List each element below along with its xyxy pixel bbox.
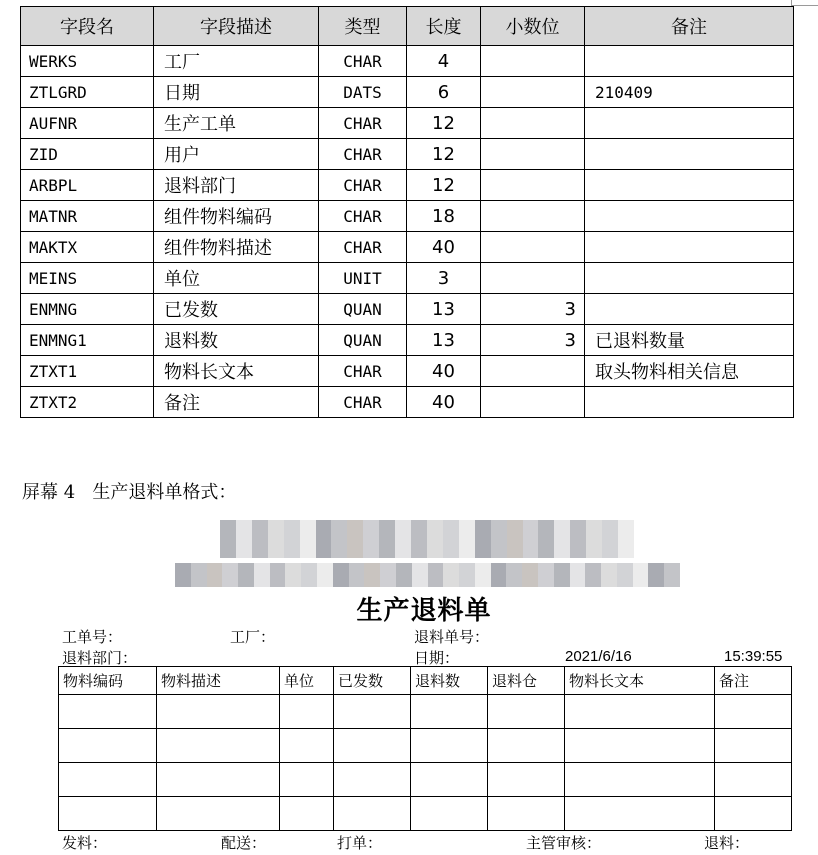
field-decimals: 3	[481, 325, 585, 356]
field-type: CHAR	[319, 387, 407, 418]
blur-pixel	[443, 520, 459, 558]
field-decimals	[481, 201, 585, 232]
report-empty-cell	[565, 695, 715, 729]
field-decimals	[481, 387, 585, 418]
field-name: ZTLGRD	[21, 77, 154, 108]
report-empty-cell	[411, 729, 488, 763]
field-desc: 物料长文本	[154, 356, 319, 387]
report-empty-cell	[280, 729, 334, 763]
field-desc: 已发数	[154, 294, 319, 325]
report-empty-cell	[565, 797, 715, 831]
field-definition-table	[20, 6, 794, 418]
blur-pixel	[252, 520, 268, 558]
blur-pixel	[236, 520, 252, 558]
report-empty-cell	[157, 797, 280, 831]
header-length: 长度	[407, 7, 481, 46]
field-type: CHAR	[319, 201, 407, 232]
field-desc: 单位	[154, 263, 319, 294]
report-empty-cell	[488, 763, 565, 797]
blur-pixel	[222, 563, 238, 587]
field-length: 12	[407, 108, 481, 139]
report-empty-cell	[715, 729, 792, 763]
report-empty-cell	[280, 797, 334, 831]
field-length: 6	[407, 77, 481, 108]
blur-pixel	[428, 563, 444, 587]
header-field-name: 字段名	[21, 7, 154, 46]
blur-pixel	[285, 563, 301, 587]
field-name: ZTXT1	[21, 356, 154, 387]
col-long-text: 物料长文本	[565, 667, 715, 695]
blur-pixel	[270, 563, 286, 587]
field-decimals	[481, 232, 585, 263]
return-report-table	[58, 666, 792, 831]
blur-pixel	[411, 520, 427, 558]
col-return-warehouse: 退料仓	[488, 667, 565, 695]
field-decimals: 3	[481, 294, 585, 325]
report-empty-cell	[334, 729, 411, 763]
blur-pixel	[284, 520, 300, 558]
field-desc: 退料部门	[154, 170, 319, 201]
report-empty-cell	[280, 763, 334, 797]
field-note	[585, 201, 794, 232]
blur-pixel	[506, 563, 522, 587]
blur-pixel	[363, 520, 379, 558]
blur-pixel	[175, 563, 191, 587]
blurred-company-name	[220, 520, 634, 558]
table-row	[21, 108, 794, 139]
blur-pixel	[475, 563, 491, 587]
field-name: ENMNG1	[21, 325, 154, 356]
report-empty-row	[59, 797, 792, 831]
field-decimals	[481, 170, 585, 201]
report-empty-cell	[334, 695, 411, 729]
report-header-row	[59, 667, 792, 695]
blur-pixel	[333, 563, 349, 587]
blurred-company-name-english	[175, 563, 680, 587]
report-empty-cell	[59, 695, 157, 729]
table-row	[21, 325, 794, 356]
field-length: 18	[407, 201, 481, 232]
field-length: 13	[407, 294, 481, 325]
report-empty-cell	[157, 763, 280, 797]
field-note	[585, 263, 794, 294]
field-type: CHAR	[319, 356, 407, 387]
report-empty-row	[59, 763, 792, 797]
field-name: ENMNG	[21, 294, 154, 325]
work-order-label: 工单号：	[62, 628, 123, 646]
blur-pixel	[207, 563, 223, 587]
blur-pixel	[459, 563, 475, 587]
field-name: MATNR	[21, 201, 154, 232]
blur-pixel	[491, 563, 507, 587]
blur-pixel	[554, 520, 570, 558]
blur-pixel	[301, 563, 317, 587]
field-decimals	[481, 356, 585, 387]
field-decimals	[481, 108, 585, 139]
field-note	[585, 108, 794, 139]
report-empty-cell	[157, 695, 280, 729]
field-note: 210409	[585, 77, 794, 108]
blur-pixel	[316, 520, 332, 558]
blur-pixel	[396, 563, 412, 587]
field-type: CHAR	[319, 232, 407, 263]
field-length: 40	[407, 387, 481, 418]
field-name: ZTXT2	[21, 387, 154, 418]
report-empty-cell	[411, 763, 488, 797]
blur-pixel	[317, 563, 333, 587]
blur-pixel	[585, 563, 601, 587]
field-length: 13	[407, 325, 481, 356]
blur-pixel	[601, 563, 617, 587]
blur-pixel	[570, 563, 586, 587]
field-note	[585, 232, 794, 263]
field-length: 3	[407, 263, 481, 294]
field-desc: 日期	[154, 77, 319, 108]
field-decimals	[481, 263, 585, 294]
blur-pixel	[254, 563, 270, 587]
field-type: CHAR	[319, 46, 407, 77]
blur-pixel	[331, 520, 347, 558]
blur-pixel	[523, 520, 539, 558]
report-empty-cell	[280, 695, 334, 729]
field-decimals	[481, 139, 585, 170]
report-empty-cell	[565, 729, 715, 763]
table-row	[21, 77, 794, 108]
date-value: 2021/6/16	[565, 648, 632, 665]
report-empty-cell	[715, 797, 792, 831]
field-desc: 生产工单	[154, 108, 319, 139]
report-empty-cell	[59, 797, 157, 831]
field-type: QUAN	[319, 325, 407, 356]
field-name: MAKTX	[21, 232, 154, 263]
report-empty-cell	[334, 797, 411, 831]
field-type: UNIT	[319, 263, 407, 294]
footer-delivery: 配送：	[221, 834, 267, 852]
report-empty-cell	[411, 797, 488, 831]
table-row	[21, 387, 794, 418]
table-row	[21, 170, 794, 201]
blur-pixel	[538, 563, 554, 587]
table-row	[21, 46, 794, 77]
plant-label: 工厂：	[230, 628, 276, 646]
report-empty-row	[59, 695, 792, 729]
report-empty-cell	[488, 729, 565, 763]
blur-pixel	[191, 563, 207, 587]
blur-pixel	[268, 520, 284, 558]
col-remark: 备注	[715, 667, 792, 695]
footer-issue: 发料：	[62, 834, 108, 852]
report-empty-cell	[59, 763, 157, 797]
field-note: 取头物料相关信息	[585, 356, 794, 387]
blur-pixel	[618, 520, 634, 558]
field-desc: 组件物料编码	[154, 201, 319, 232]
field-note	[585, 46, 794, 77]
blur-pixel	[522, 563, 538, 587]
blur-pixel	[349, 563, 365, 587]
field-table-header-row	[21, 7, 794, 46]
blur-pixel	[238, 563, 254, 587]
field-name: WERKS	[21, 46, 154, 77]
report-empty-cell	[488, 695, 565, 729]
blur-pixel	[586, 520, 602, 558]
report-empty-cell	[411, 695, 488, 729]
report-title: 生产退料单	[356, 596, 492, 626]
blur-pixel	[347, 520, 363, 558]
field-type: CHAR	[319, 170, 407, 201]
field-length: 40	[407, 356, 481, 387]
report-empty-cell	[157, 729, 280, 763]
screen-caption: 屏幕 4 生产退料单格式：	[22, 482, 237, 503]
field-length: 40	[407, 232, 481, 263]
field-desc: 用户	[154, 139, 319, 170]
blur-pixel	[300, 520, 316, 558]
table-row	[21, 294, 794, 325]
table-row	[21, 201, 794, 232]
field-name: ZID	[21, 139, 154, 170]
blur-pixel	[602, 520, 618, 558]
col-material-desc: 物料描述	[157, 667, 280, 695]
field-note	[585, 139, 794, 170]
header-type: 类型	[319, 7, 407, 46]
field-type: DATS	[319, 77, 407, 108]
footer-supervisor: 主管审核：	[526, 834, 602, 852]
field-note	[585, 387, 794, 418]
col-material-code: 物料编码	[59, 667, 157, 695]
blur-pixel	[554, 563, 570, 587]
blur-pixel	[475, 520, 491, 558]
blur-pixel	[633, 563, 649, 587]
field-desc: 组件物料描述	[154, 232, 319, 263]
blur-pixel	[538, 520, 554, 558]
field-name: ARBPL	[21, 170, 154, 201]
blur-pixel	[648, 563, 664, 587]
field-note	[585, 294, 794, 325]
field-length: 4	[407, 46, 481, 77]
field-note	[585, 170, 794, 201]
time-value: 15:39:55	[724, 648, 783, 665]
blur-pixel	[491, 520, 507, 558]
field-desc: 工厂	[154, 46, 319, 77]
blur-pixel	[379, 520, 395, 558]
field-desc: 退料数	[154, 325, 319, 356]
field-type: CHAR	[319, 108, 407, 139]
blur-pixel	[395, 520, 411, 558]
blur-pixel	[570, 520, 586, 558]
field-type: CHAR	[319, 139, 407, 170]
report-empty-row	[59, 729, 792, 763]
header-note: 备注	[585, 7, 794, 46]
footer-print: 打单：	[337, 834, 383, 852]
field-length: 12	[407, 139, 481, 170]
date-label: 日期：	[414, 649, 460, 667]
report-empty-cell	[715, 763, 792, 797]
table-row	[21, 263, 794, 294]
col-return-qty: 退料数	[411, 667, 488, 695]
header-field-desc: 字段描述	[154, 7, 319, 46]
field-desc: 备注	[154, 387, 319, 418]
col-unit: 单位	[280, 667, 334, 695]
col-issued-qty: 已发数	[334, 667, 411, 695]
field-name: AUFNR	[21, 108, 154, 139]
table-row	[21, 232, 794, 263]
blur-pixel	[364, 563, 380, 587]
blur-pixel	[459, 520, 475, 558]
return-dept-label: 退料部门：	[62, 649, 138, 667]
blur-pixel	[507, 520, 523, 558]
blur-pixel	[380, 563, 396, 587]
field-decimals	[481, 46, 585, 77]
table-row	[21, 356, 794, 387]
field-type: QUAN	[319, 294, 407, 325]
report-empty-cell	[488, 797, 565, 831]
blur-pixel	[443, 563, 459, 587]
blur-pixel	[617, 563, 633, 587]
page-corner-mark	[791, 0, 818, 6]
report-empty-cell	[715, 695, 792, 729]
field-name: MEINS	[21, 263, 154, 294]
footer-return: 退料：	[704, 834, 750, 852]
field-decimals	[481, 77, 585, 108]
report-empty-cell	[334, 763, 411, 797]
table-row	[21, 139, 794, 170]
report-empty-cell	[59, 729, 157, 763]
report-empty-cell	[565, 763, 715, 797]
header-decimals: 小数位	[481, 7, 585, 46]
blur-pixel	[220, 520, 236, 558]
field-length: 12	[407, 170, 481, 201]
blur-pixel	[412, 563, 428, 587]
field-note: 已退料数量	[585, 325, 794, 356]
return-no-label: 退料单号：	[414, 628, 490, 646]
blur-pixel	[427, 520, 443, 558]
blur-pixel	[664, 563, 680, 587]
